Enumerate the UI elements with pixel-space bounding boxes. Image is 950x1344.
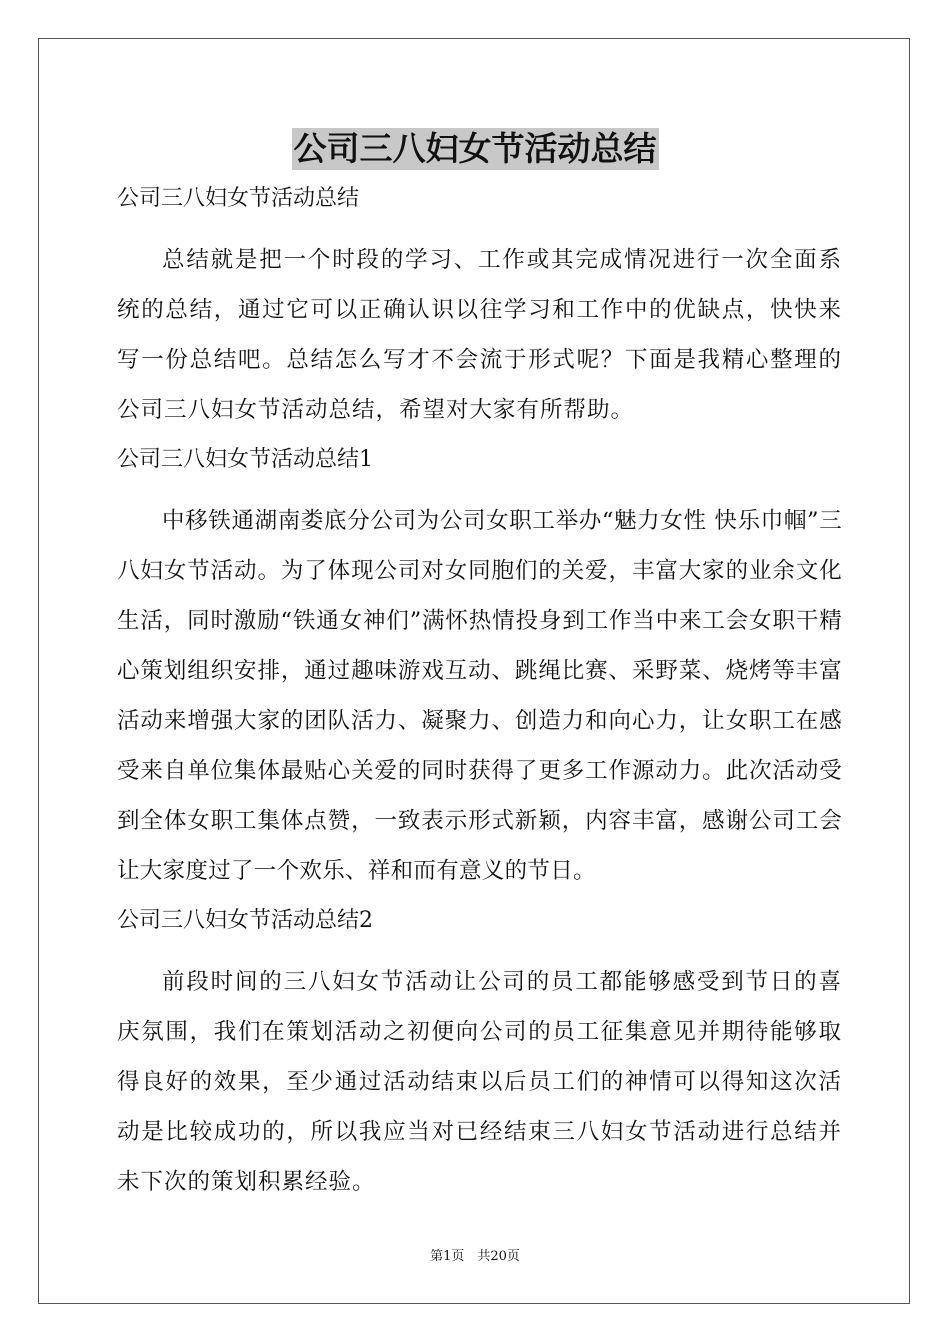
section-2-paragraph: 前段时间的三八妇女节活动让公司的员工都能够感受到节日的喜庆氛围，我们在策划活动之初便向公司的员工征集意见并期待能够取得良好的效果，至少通过活动结束以后员工们的神情可以得知这次活动是比较成功的，所以我应当对已经结束三八妇女节活动进行总结并未下次的策划积累经验。	[117, 969, 842, 1195]
page-footer: 第1页 共20页	[430, 1249, 520, 1264]
document-title: 公司三八妇女节活动总结	[293, 129, 657, 168]
section-heading-1: 公司三八妇女节活动总结1	[117, 447, 373, 472]
section-heading-2: 公司三八妇女节活动总结2	[117, 908, 373, 933]
document-body	[117, 179, 842, 1212]
title-container	[0, 128, 950, 170]
section-heading-intro: 公司三八妇女节活动总结	[117, 186, 360, 211]
section-1-paragraph: 中移铁通湖南娄底分公司为公司女职工举办“魅力女性 快乐巾帼”三八妇女节活动。为了体现公司对女同胞们的关爱，丰富大家的业余文化生活，同时激励“铁通女神们”满怀热情投身到工作当中来工会女职干精心策划组织安排，通过趣味游戏互动、跳绳比赛、采野菜、烧烤等丰富活动来增强大家的团队活力、凝聚力、创造力和向心力，让女职工在感受来自单位集体最贴心关爱的同时获得了更多工作源动力。此次活动受到全体女职工集体点赞，一致表示形式新颖，内容丰富，感谢公司工会让大家度过了一个欢乐、祥和而有意义的节日。	[117, 508, 842, 884]
intro-paragraph: 总结就是把一个时段的学习、工作或其完成情况进行一次全面系统的总结，通过它可以正确认识以往学习和工作中的优缺点，快快来写一份总结吧。总结怎么写才不会流于形式呢？下面是我精心整理的公司三八妇女节活动总结，希望对大家有所帮助。	[117, 247, 842, 423]
